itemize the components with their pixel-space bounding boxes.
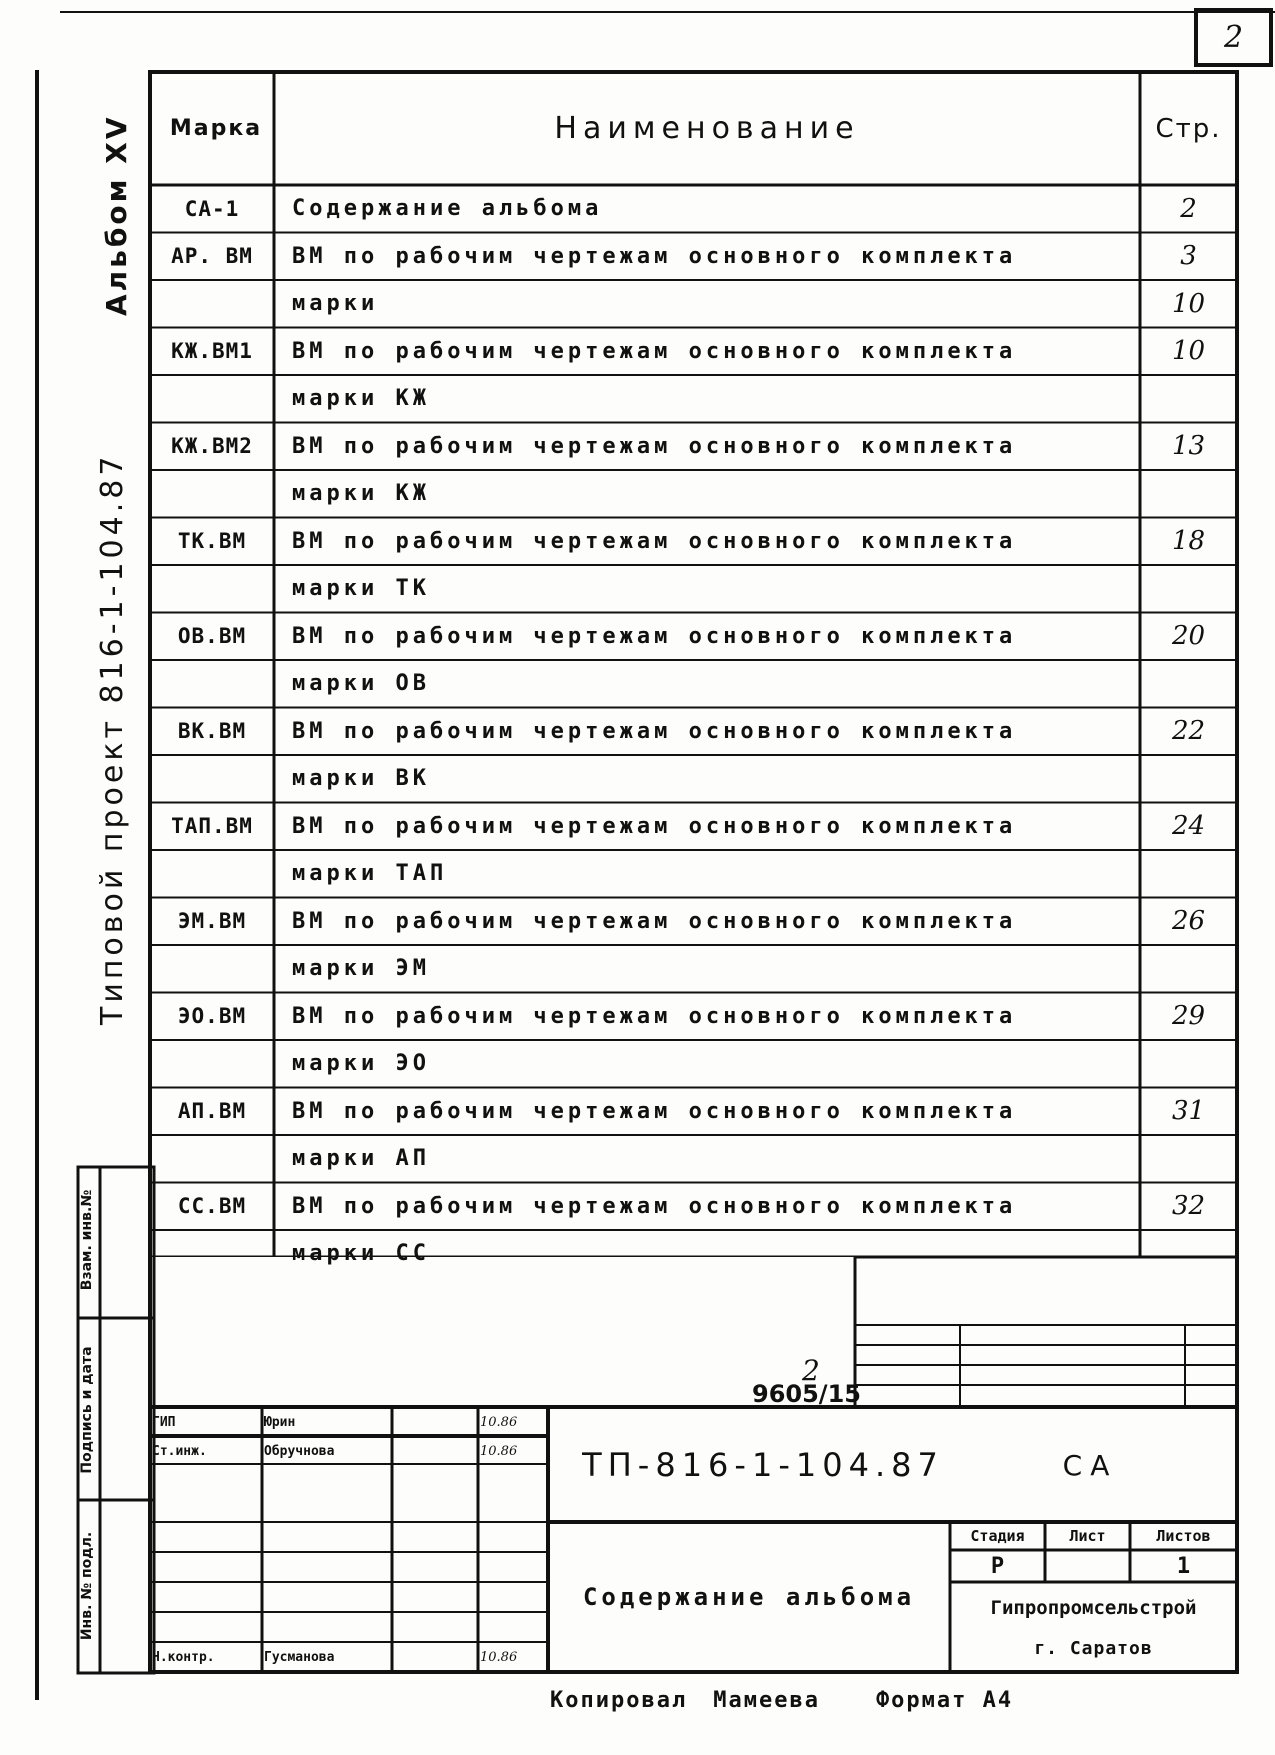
stage-value: Р: [990, 1553, 1005, 1579]
sheets-header: Листов: [1156, 1527, 1211, 1545]
row-code: КЖ.ВМ1: [171, 339, 253, 364]
designation: ТП-816-1-104.87: [582, 1446, 944, 1484]
row-code: ТК.ВМ: [177, 529, 247, 554]
row-name: марки КЖ: [292, 386, 430, 412]
copied-name: Мамеева: [713, 1687, 820, 1713]
album-label: Альбом XV: [100, 114, 133, 316]
row-name: ВМ по рабочим чертежам основного комплекта: [292, 338, 1017, 364]
row-code: АП.ВМ: [177, 1099, 247, 1124]
row-name: Содержание альбома: [292, 196, 603, 222]
sheet-number: 2: [1223, 20, 1244, 55]
row-page: 22: [1171, 716, 1206, 747]
row-page: 20: [1171, 621, 1206, 652]
sheet-value: [1045, 1550, 1130, 1582]
sheets-value: 1: [1176, 1553, 1191, 1579]
stamp-label-replace: Взам. инв.№: [79, 1189, 95, 1291]
row-name: марки КЖ: [292, 481, 430, 507]
row-code: ЭО.ВМ: [177, 1004, 247, 1029]
row-code: СС.ВМ: [177, 1194, 247, 1219]
signer-date: 10.86: [480, 1414, 518, 1430]
row-name: ВМ по рабочим чертежам основного комплекта: [292, 813, 1017, 839]
row-page: 32: [1171, 1191, 1206, 1222]
row-code: ЭМ.ВМ: [177, 909, 247, 934]
row-name: ВМ по рабочим чертежам основного комплекта: [292, 243, 1017, 269]
signer-date: 10.86: [480, 1443, 518, 1459]
row-page: 13: [1171, 431, 1206, 462]
row-name: ВМ по рабочим чертежам основного комплекта: [292, 433, 1017, 459]
header-name: Наименование: [554, 111, 860, 146]
signer-role: Н.контр.: [152, 1649, 215, 1665]
stage-header: Стадия: [970, 1527, 1025, 1545]
row-name: марки АП: [292, 1146, 430, 1172]
row-name: ВМ по рабочим чертежам основного комплекта: [292, 623, 1017, 649]
header-page: Стр.: [1155, 113, 1222, 144]
stamp-label-signature: Подпись и дата: [79, 1346, 95, 1474]
signer-name: Юрин: [264, 1414, 296, 1430]
row-page: 3: [1180, 241, 1197, 272]
row-code: АР. ВМ: [171, 244, 253, 269]
row-page: 2: [1180, 193, 1197, 224]
row-name: марки: [292, 291, 379, 317]
signer-date: 10.86: [480, 1649, 518, 1665]
doc-code: СА: [1062, 1448, 1118, 1482]
project-label: Типовой проект 816-1-104.87: [95, 452, 130, 1025]
archive-number: [752, 1354, 861, 1408]
row-name: марки ЭМ: [292, 956, 430, 982]
row-code: ТАП.ВМ: [171, 814, 253, 839]
copied-label: Копировал: [550, 1687, 688, 1713]
row-name: марки ВК: [292, 766, 430, 792]
signer-role: Ст.инж.: [152, 1443, 207, 1459]
row-name: ВМ по рабочим чертежам основного комплекта: [292, 718, 1017, 744]
format-label: Формат А4: [875, 1687, 1014, 1713]
archive-main: 9605/15: [752, 1380, 861, 1408]
row-code: КЖ.ВМ2: [171, 434, 253, 459]
row-name: ВМ по рабочим чертежам основного комплекта: [292, 908, 1017, 934]
row-code: СА-1: [184, 196, 240, 221]
stamp-label-inventory: Инв. № подл.: [79, 1531, 95, 1641]
row-name: ВМ по рабочим чертежам основного комплекта: [292, 528, 1017, 554]
signer-role: ГИП: [152, 1414, 176, 1430]
row-page: 10: [1171, 288, 1206, 319]
row-page: 18: [1171, 526, 1206, 557]
city: г. Саратов: [1034, 1637, 1153, 1659]
row-code: ОВ.ВМ: [177, 624, 247, 649]
header-code: Марка: [169, 116, 263, 141]
row-page: 10: [1171, 336, 1206, 367]
row-page: 24: [1171, 811, 1206, 842]
archive-sup: 2: [802, 1354, 820, 1387]
footer: [550, 1675, 1250, 1725]
row-page: 31: [1171, 1096, 1206, 1127]
row-name: марки ЭО: [292, 1051, 430, 1077]
row-name: марки СС: [292, 1241, 430, 1267]
signer-name: Обручнова: [264, 1443, 335, 1459]
signer-name: Гусманова: [264, 1649, 335, 1665]
organization: Гипропромсельстрой: [990, 1597, 1197, 1619]
row-name: марки ТАП: [292, 861, 448, 887]
sheet-title: Содержание альбома: [582, 1583, 916, 1611]
row-name: марки ТК: [292, 576, 430, 602]
row-page: 26: [1171, 906, 1206, 937]
row-name: ВМ по рабочим чертежам основного комплекта: [292, 1098, 1017, 1124]
row-page: 29: [1171, 1001, 1206, 1032]
sheet-header: Лист: [1069, 1527, 1106, 1545]
row-name: марки ОВ: [292, 671, 430, 697]
row-name: ВМ по рабочим чертежам основного комплекта: [292, 1003, 1017, 1029]
row-code: ВК.ВМ: [177, 719, 247, 744]
row-name: ВМ по рабочим чертежам основного комплекта: [292, 1193, 1017, 1219]
